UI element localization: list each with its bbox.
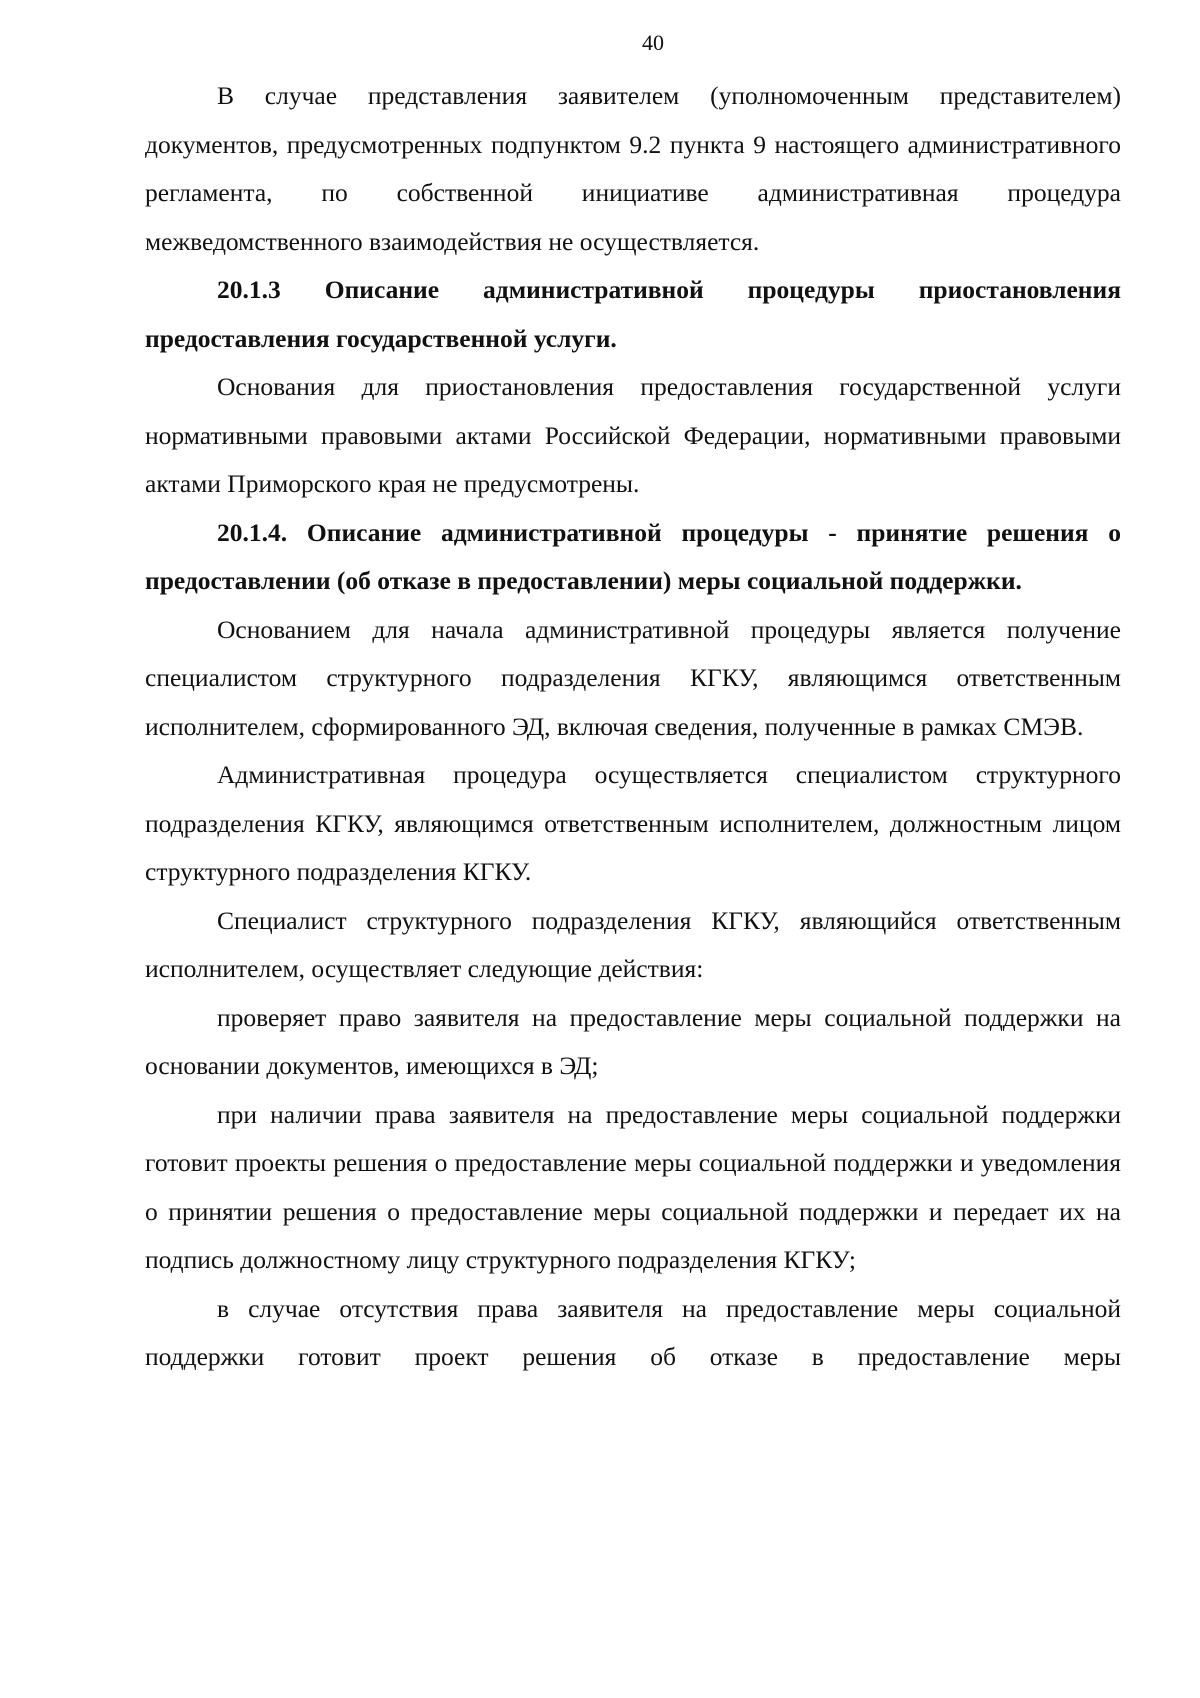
paragraph-interagency-not-performed: В случае представления заявителем (уполномоченным представителем) документов, предусмотренных подпунктом 9.2 пункта 9 настоящего административного регламента, по собственной инициативе административная процедура межведомственного взаимодействия не осуществляется. [145,81,1121,256]
paragraph-suspension-grounds: Основания для приостановления предоставления государственной услуги нормативными правовыми актами Российской Федерации, нормативными правовыми актами Приморского края не предусмотрены. [145,372,1121,499]
paragraph-specialist-actions: Специалист структурного подразделения КГКУ, являющийся ответственным исполнителем, осуществляет следующие действия: [145,905,1121,984]
heading-20-1-4: 20.1.4. Описание административной процедуры - принятие решения о предоставлении (об отказе в предоставлении) меры социальной поддержки. [145,517,1121,596]
paragraph-check-right: проверяет право заявителя на предоставление меры социальной поддержки на основании документов, имеющихся в ЭД; [145,1002,1121,1081]
paragraph-prepare-refusal: в случае отсутствия права заявителя на предоставление меры социальной поддержки готовит проект решения об отказе в предоставление меры [145,1293,1121,1372]
page-number: 40 [642,30,664,55]
heading-20-1-3: 20.1.3 Описание административной процедуры приостановления предоставления государственной услуги. [145,275,1121,353]
paragraph-prepare-decision: при наличии права заявителя на предоставление меры социальной поддержки готовит проекты решения о предоставление меры социальной поддержки и уведомления о принятии решения о предоставление меры социальной поддержки и передает их на подпись должностному лицу структурного подразделения КГКУ; [145,1099,1121,1275]
paragraph-procedure-basis: Основанием для начала административной процедуры является получение специалистом структурного подразделения КГКУ, являющимся ответственным исполнителем, сформированного ЭД, включая сведения, полученные в рамках СМЭВ. [145,614,1121,741]
paragraph-procedure-performer: Административная процедура осуществляется специалистом структурного подразделения КГКУ, являющимся ответственным исполнителем, должностным лицом структурного подразделения КГКУ. [145,760,1121,887]
